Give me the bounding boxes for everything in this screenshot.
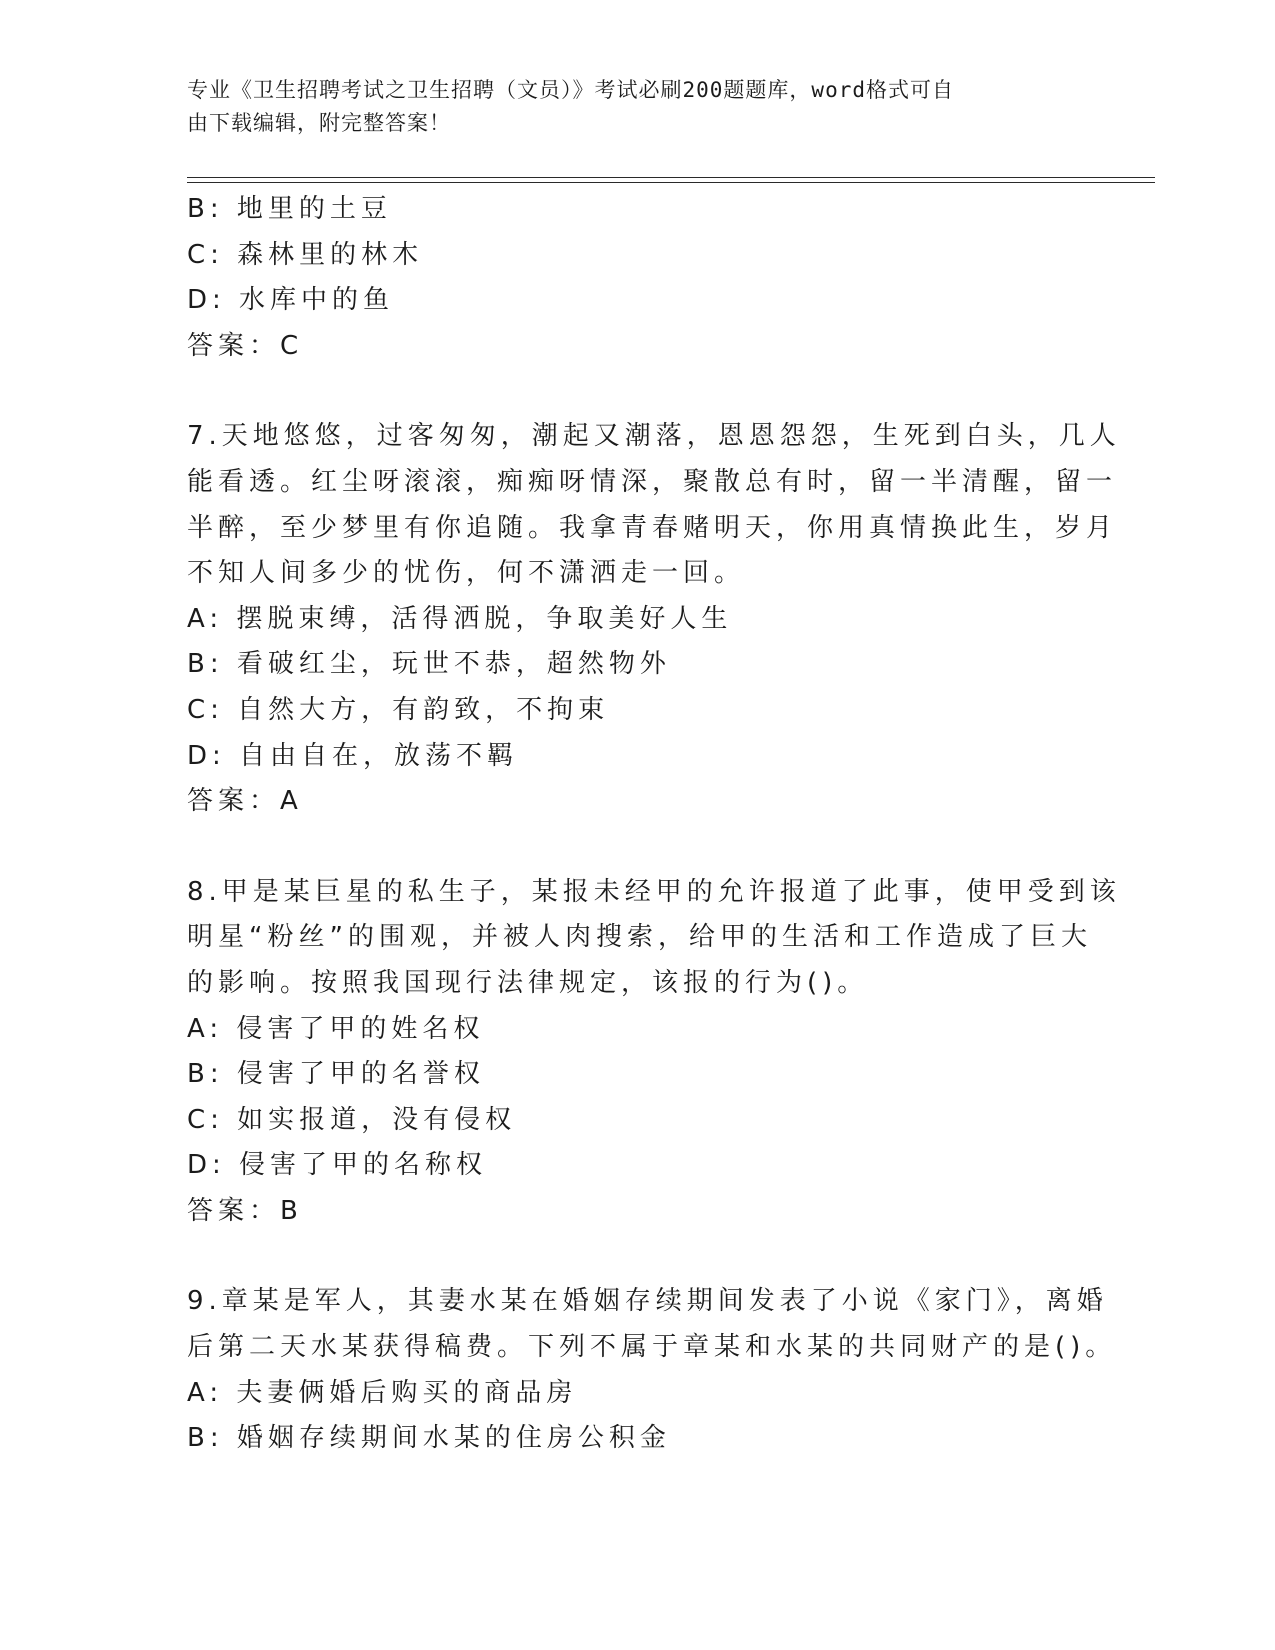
option-b: B: 婚姻存续期间水某的住房公积金	[187, 1423, 671, 1454]
option-d: D: 水库中的鱼	[187, 285, 395, 316]
option-d: D: 侵害了甲的名称权	[187, 1150, 488, 1181]
spacer	[187, 1234, 1067, 1279]
question-stem-line: 能看透。红尘呀滚滚，痴痴呀情深，聚散总有时，留一半清醒，留一	[187, 466, 1118, 497]
question-8	[187, 870, 1121, 1235]
spacer	[187, 825, 1067, 870]
option-b: B: 侵害了甲的名誉权	[187, 1059, 485, 1090]
question-stem-line: 半醉，至少梦里有你追随。我拿青春赌明天，你用真情换此生，岁月	[187, 512, 1118, 543]
question-stem-line: 7.天地悠悠，过客匆匆，潮起又潮落，恩恩怨怨，生死到白头，几人	[187, 421, 1121, 452]
option-a: A: 夫妻俩婚后购买的商品房	[187, 1377, 578, 1408]
question-stem-line: 9.章某是军人，其妻水某在婚姻存续期间发表了小说《家门》，离婚	[187, 1286, 1108, 1317]
question-stem-line: 不知人间多少的忧伤，何不潇洒走一回。	[187, 558, 746, 589]
option-a: A: 摆脱束缚，活得洒脱，争取美好人生	[187, 603, 733, 634]
page-header	[187, 74, 1067, 140]
question-7	[187, 414, 1121, 824]
spacer	[187, 369, 1067, 414]
option-b: B: 看破红尘，玩世不恭，超然物外	[187, 649, 671, 680]
question-list	[187, 187, 1121, 1462]
option-c: C: 自然大方，有韵致，不拘束	[187, 694, 610, 725]
question-stem-line: 明星“粉丝”的围观，并被人肉搜索，给甲的生活和工作造成了巨大	[187, 922, 1092, 953]
question-stem-line: 后第二天水某获得稿费。下列不属于章某和水某的共同财产的是()。	[187, 1332, 1117, 1363]
question-6-partial	[187, 187, 1067, 369]
header-line-2: 由下载编辑，附完整答案！	[187, 111, 451, 135]
option-d: D: 自由自在，放荡不羁	[187, 740, 519, 771]
answer: 答案：B	[187, 1195, 303, 1226]
question-stem-line: 8.甲是某巨星的私生子，某报未经甲的允许报道了此事，使甲受到该	[187, 876, 1121, 907]
answer: 答案：C	[187, 330, 304, 361]
header-divider-bottom	[187, 182, 1155, 183]
option-c: C: 如实报道，没有侵权	[187, 1104, 517, 1135]
question-stem-line: 的影响。按照我国现行法律规定，该报的行为()。	[187, 967, 869, 998]
option-b: B: 地里的土豆	[187, 194, 392, 224]
option-a: A: 侵害了甲的姓名权	[187, 1013, 485, 1044]
header-line-1: 专业《卫生招聘考试之卫生招聘（文员）》考试必刷200题题库，word格式可自	[187, 78, 954, 102]
question-9	[187, 1279, 1117, 1461]
option-c: C: 森林里的林木	[187, 239, 424, 270]
header-divider-top	[187, 177, 1155, 178]
answer: 答案：A	[187, 786, 303, 817]
